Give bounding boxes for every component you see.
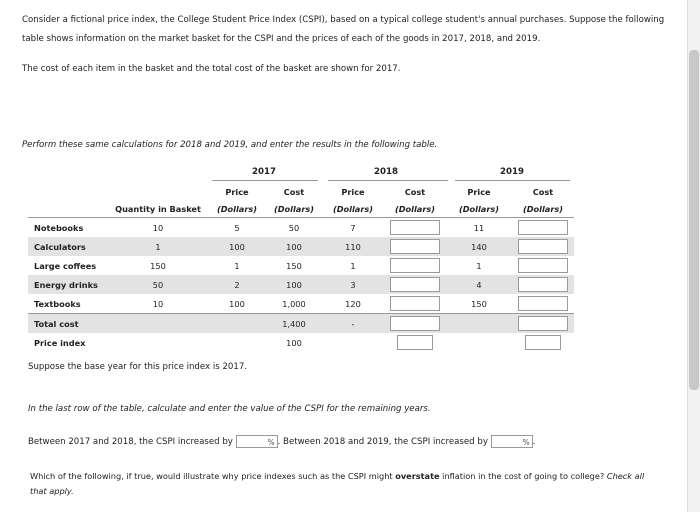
year-2018-underline	[328, 180, 448, 181]
header-row-price	[28, 183, 574, 200]
total-cost-label: Total cost	[28, 314, 108, 334]
cost-2019-input[interactable]	[518, 296, 568, 311]
increase-2018-2019-input[interactable]	[491, 435, 533, 448]
scrollbar-thumb[interactable]	[689, 50, 699, 390]
price-2018-header: Price	[341, 186, 365, 197]
price-index-2017: 100	[286, 337, 302, 348]
question-hint: Check all	[606, 471, 645, 481]
question-line1	[30, 470, 644, 483]
price-2017-cell: 2	[208, 275, 266, 294]
year-2019-header: 2019	[500, 167, 524, 177]
cost-2019-input[interactable]	[518, 277, 568, 292]
table-row	[28, 294, 574, 314]
total-cost-2018-dash: -	[322, 314, 384, 334]
price-2019-cell: 140	[446, 237, 512, 256]
table-row	[28, 256, 574, 275]
increase-2017-2018-input[interactable]	[236, 435, 278, 448]
table-row	[28, 218, 574, 238]
cost-2017-cell: 150	[286, 260, 302, 271]
price-2017-cell: 5	[234, 222, 240, 233]
item-label: Textbooks	[34, 298, 81, 309]
cost-2018-input[interactable]	[390, 239, 440, 254]
increase-end: .	[532, 437, 536, 447]
price-2018-cell: 1	[350, 260, 356, 271]
cost-2019-input[interactable]	[518, 239, 568, 254]
total-cost-2017: 1,400	[266, 314, 322, 334]
quantity-cell: 10	[152, 222, 164, 233]
year-2017-underline	[212, 180, 318, 181]
dollars-label: (Dollars)	[395, 203, 435, 214]
increase-part2: . Between 2018 and 2019, the CSPI increased by	[277, 437, 488, 447]
dollars-label: (Dollars)	[274, 203, 314, 214]
last-row-note: In the last row of the table, calculate and enter the value of the CSPI for the remaining years.	[28, 404, 431, 414]
price-2019-cell: 1	[476, 260, 482, 271]
instruction-text: Perform these same calculations for 2018 and 2019, and enter the results in the following table.	[22, 140, 438, 150]
price-2018-cell: 3	[322, 275, 384, 294]
price-index-2018-input[interactable]	[397, 335, 433, 350]
item-label: Energy drinks	[28, 275, 108, 294]
price-2017-cell: 100	[208, 237, 266, 256]
intro-text-line1: Consider a fictional price index, the College Student Price Index (CSPI), based on a typical college student's annual purchases. Suppose the following	[22, 15, 665, 25]
table-row	[28, 237, 574, 256]
cost-2017-cell: 100	[266, 275, 322, 294]
dollars-label: (Dollars)	[333, 203, 373, 214]
question-post: inflation in the cost of going to college?	[439, 471, 605, 481]
cost-2018-input[interactable]	[390, 277, 440, 292]
year-2019-underline	[455, 180, 570, 181]
price-2018-cell: 7	[350, 222, 356, 233]
quantity-cell: 50	[108, 275, 208, 294]
total-cost-2018-input[interactable]	[390, 316, 440, 331]
price-2018-cell: 110	[322, 237, 384, 256]
cost-2017-cell: 100	[266, 237, 322, 256]
cost-2019-input[interactable]	[518, 258, 568, 273]
increase-sentence	[28, 435, 535, 449]
price-2019-header: Price	[467, 186, 491, 197]
dollars-label: (Dollars)	[523, 203, 563, 214]
price-2017-cell: 1	[234, 260, 240, 271]
vertical-scrollbar[interactable]	[687, 0, 700, 512]
cost-2018-header: Cost	[404, 186, 426, 197]
quantity-cell: 10	[152, 298, 164, 309]
price-index-label: Price index	[34, 337, 86, 348]
price-2019-cell: 11	[473, 222, 485, 233]
price-2019-cell: 150	[471, 298, 487, 309]
header-row-units	[28, 200, 574, 218]
dollars-label: (Dollars)	[217, 203, 257, 214]
dollars-label: (Dollars)	[459, 203, 499, 214]
item-label: Calculators	[28, 237, 108, 256]
quantity-cell: 150	[150, 260, 166, 271]
cost-2018-input[interactable]	[390, 220, 440, 235]
item-label: Notebooks	[34, 222, 84, 233]
question-bold: overstate	[395, 471, 440, 481]
cost-2019-input[interactable]	[518, 220, 568, 235]
question-pre: Which of the following, if true, would illustrate why price indexes such as the CSPI might	[30, 471, 396, 481]
cost-note: The cost of each item in the basket and the total cost of the basket are shown for 2017.	[22, 64, 401, 74]
price-index-row	[28, 333, 574, 352]
table-row	[28, 275, 574, 294]
year-2017-header: 2017	[252, 167, 276, 177]
quantity-cell: 1	[108, 237, 208, 256]
price-index-2019-input[interactable]	[525, 335, 561, 350]
cost-2019-header: Cost	[532, 186, 554, 197]
quantity-header: Quantity in Basket	[115, 203, 201, 214]
year-2018-header: 2018	[374, 167, 398, 177]
price-2017-cell: 100	[229, 298, 245, 309]
percent-unit: %	[267, 438, 275, 447]
cost-2017-header: Cost	[283, 186, 305, 197]
cspi-table	[28, 183, 574, 352]
question-hint-line2: that apply.	[30, 486, 74, 496]
increase-part1: Between 2017 and 2018, the CSPI increased by	[28, 437, 233, 447]
cost-2018-input[interactable]	[390, 258, 440, 273]
item-label: Large coffees	[34, 260, 97, 271]
price-2019-cell: 4	[446, 275, 512, 294]
base-year-note: Suppose the base year for this price index is 2017.	[28, 362, 248, 372]
cost-2018-input[interactable]	[390, 296, 440, 311]
total-cost-2019-input[interactable]	[518, 316, 568, 331]
price-2017-header: Price	[225, 186, 249, 197]
total-cost-row	[28, 314, 574, 334]
cost-2017-cell: 50	[288, 222, 300, 233]
intro-text-line2: table shows information on the market basket for the CSPI and the prices of each of the goods in 2017, 2018, and 2019.	[22, 34, 541, 44]
percent-unit: %	[522, 438, 530, 447]
cost-2017-cell: 1,000	[282, 298, 306, 309]
price-2018-cell: 120	[345, 298, 361, 309]
